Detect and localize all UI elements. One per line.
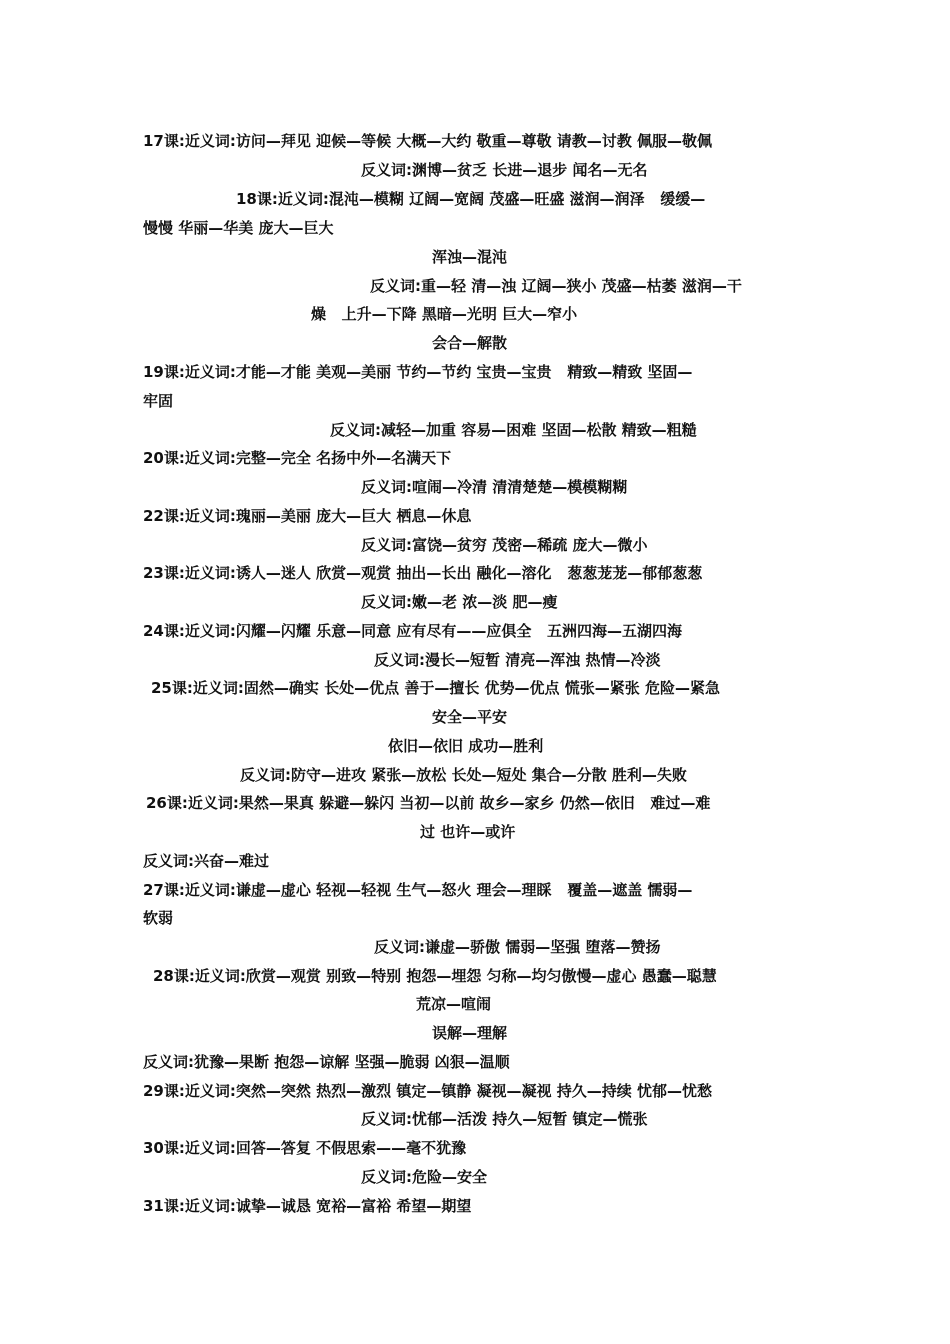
- text-line: 依旧—依旧 成功—胜利: [388, 737, 544, 755]
- text-line: 反义词:富饶—贫穷 茂密—稀疏 庞大—微小: [361, 536, 648, 554]
- text-line: 反义词:减轻—加重 容易—困难 坚固—松散 精致—粗糙: [330, 421, 697, 439]
- text-line: 反义词:重—轻 清—浊 辽阔—狭小 茂盛—枯萎 滋润—干: [370, 277, 742, 295]
- text-line: 荒凉—喧闹: [416, 995, 492, 1013]
- text-line: 安全—平安: [432, 708, 508, 726]
- text-line: 反义词:漫长—短暂 清亮—浑浊 热情—冷淡: [374, 651, 661, 669]
- text-line: 反义词:危险—安全: [361, 1168, 487, 1186]
- text-line: 燥 上升—下降 黑暗—光明 巨大—窄小: [311, 305, 578, 323]
- text-line: 29课:近义词:突然—突然 热烈—激烈 镇定—镇静 凝视—凝视 持久—持续 忧郁—忧愁: [143, 1082, 712, 1100]
- text-line: 反义词:犹豫—果断 抱怨—谅解 坚强—脆弱 凶狠—温顺: [143, 1053, 510, 1071]
- text-line: 牢固: [143, 392, 174, 410]
- text-line: 反义词:防守—进攻 紧张—放松 长处—短处 集合—分散 胜利—失败: [240, 766, 687, 784]
- text-line: 17课:近义词:访问—拜见 迎候—等候 大概—大约 敬重—尊敬 请教—讨教 佩服—敬佩: [143, 132, 712, 150]
- text-line: 过 也许—或许: [420, 823, 516, 841]
- text-line: 反义词:忧郁—活泼 持久—短暂 镇定—慌张: [361, 1110, 648, 1128]
- text-line: 浑浊—混沌: [432, 248, 508, 266]
- text-line: 24课:近义词:闪耀—闪耀 乐意—同意 应有尽有——应俱全 五洲四海—五湖四海: [143, 622, 682, 640]
- text-line: 软弱: [143, 909, 174, 927]
- text-line: 28课:近义词:欣赏—观赏 别致—特别 抱怨—埋怨 匀称—均匀傲慢—虚心 愚蠢—聪慧: [153, 967, 717, 985]
- text-line: 反义词:渊博—贫乏 长进—退步 闻名—无名: [361, 161, 648, 179]
- text-line: 18课:近义词:混沌—模糊 辽阔—宽阔 茂盛—旺盛 滋润—润泽 缓缓—: [236, 190, 706, 208]
- text-line: 反义词:嫩—老 浓—淡 肥—瘦: [361, 593, 558, 611]
- text-line: 23课:近义词:诱人—迷人 欣赏—观赏 抽出—长出 融化—溶化 葱葱茏茏—郁郁葱葱: [143, 564, 703, 582]
- text-line: 反义词:喧闹—冷清 清清楚楚—模模糊糊: [361, 478, 628, 496]
- text-line: 26课:近义词:果然—果真 躲避—躲闪 当初—以前 故乡—家乡 仍然—依旧 难过—难: [146, 794, 711, 812]
- text-line: 31课:近义词:诚挚—诚恳 宽裕—富裕 希望—期望: [143, 1197, 472, 1215]
- text-line: 反义词:谦虚—骄傲 懦弱—坚强 堕落—赞扬: [374, 938, 661, 956]
- text-line: 25课:近义词:固然—确实 长处—优点 善于—擅长 优势—优点 慌张—紧张 危险—紧急: [151, 679, 720, 697]
- text-line: 慢慢 华丽—华美 庞大—巨大: [143, 219, 334, 237]
- text-line: 22课:近义词:瑰丽—美丽 庞大—巨大 栖息—休息: [143, 507, 472, 525]
- text-line: 19课:近义词:才能—才能 美观—美丽 节约—节约 宝贵—宝贵 精致—精致 坚固—: [143, 363, 693, 381]
- text-line: 误解—理解: [432, 1024, 508, 1042]
- text-line: 20课:近义词:完整—完全 名扬中外—名满天下: [143, 449, 452, 467]
- text-line: 27课:近义词:谦虚—虚心 轻视—轻视 生气—怒火 理会—理睬 覆盖—遮盖 懦弱—: [143, 881, 693, 899]
- text-line: 反义词:兴奋—难过: [143, 852, 269, 870]
- text-line: 会合—解散: [432, 334, 508, 352]
- text-line: 30课:近义词:回答—答复 不假思索——毫不犹豫: [143, 1139, 467, 1157]
